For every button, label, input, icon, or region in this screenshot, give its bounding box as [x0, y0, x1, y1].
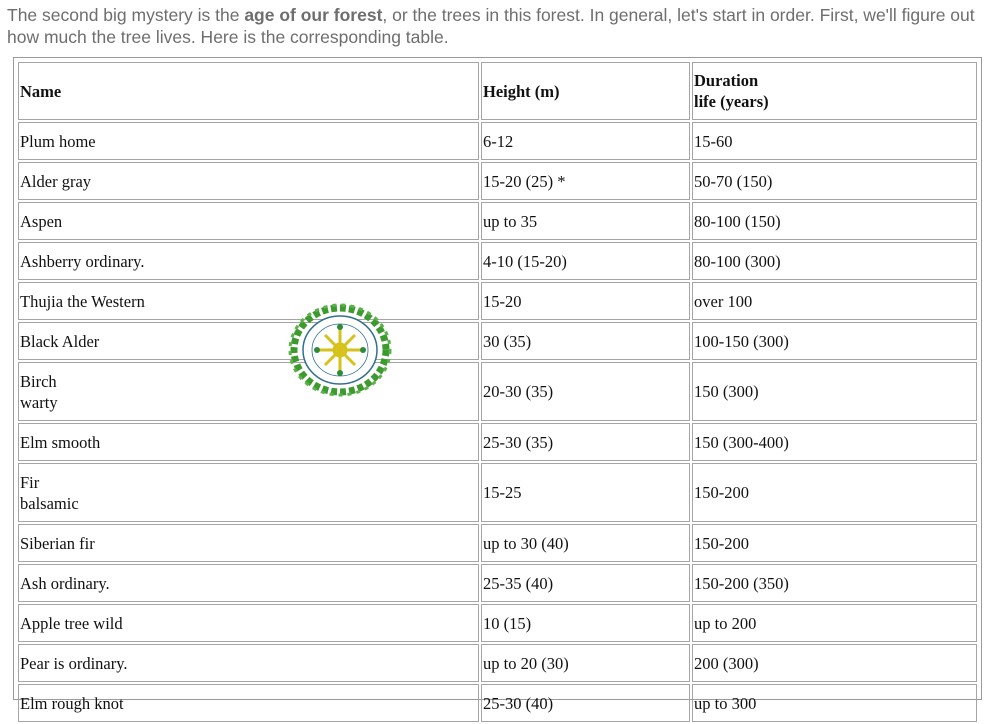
cell-name	[18, 202, 479, 240]
table-row	[18, 564, 977, 602]
cell-life: 150 (300-400)	[692, 423, 977, 461]
cell-life: 150-200	[692, 463, 977, 522]
table-row	[18, 362, 977, 421]
cell-life: 150 (300)	[692, 362, 977, 421]
cell-life: 100-150 (300)	[692, 322, 977, 360]
cell-name-line1: Pear is ordinary.	[20, 653, 128, 673]
cell-name-line2: warty	[20, 392, 58, 412]
cell-height: 25-30 (40)	[481, 684, 690, 722]
cell-name	[18, 604, 479, 642]
cell-height: 20-30 (35)	[481, 362, 690, 421]
intro-text-before: The second big mystery is the	[7, 5, 245, 25]
cell-height: 4-10 (15-20)	[481, 242, 690, 280]
tree-seal-icon	[287, 302, 393, 398]
table-row	[18, 644, 977, 682]
header-duration-line1: Duration	[694, 71, 759, 90]
cell-height: 6-12	[481, 122, 690, 160]
cell-life: up to 200	[692, 604, 977, 642]
cell-life: over 100	[692, 282, 977, 320]
cell-name	[18, 644, 479, 682]
cell-name	[18, 122, 479, 160]
table-row	[18, 202, 977, 240]
cell-name	[18, 684, 479, 722]
cell-life: 80-100 (300)	[692, 242, 977, 280]
cell-name-line1: Black Alder	[20, 331, 100, 351]
cell-name-line1: Plum home	[20, 131, 96, 151]
cell-name	[18, 524, 479, 562]
cell-name	[18, 423, 479, 461]
cell-life: up to 300	[692, 684, 977, 722]
cell-height: up to 30 (40)	[481, 524, 690, 562]
cell-height: 15-20	[481, 282, 690, 320]
cell-name-line1: Thujia the Western	[20, 291, 145, 311]
cell-name-line1: Alder gray	[20, 171, 92, 191]
tree-lifespan-table-frame	[13, 57, 982, 713]
cell-name-line1: Elm rough knot	[20, 693, 124, 713]
table-row	[18, 423, 977, 461]
table-header-row	[18, 62, 977, 120]
table-row	[18, 604, 977, 642]
cell-height: 15-25	[481, 463, 690, 522]
cell-name	[18, 564, 479, 602]
table-row	[18, 524, 977, 562]
table-row	[18, 242, 977, 280]
table-row	[18, 322, 977, 360]
tree-lifespan-table	[16, 60, 979, 724]
cell-life: 200 (300)	[692, 644, 977, 682]
cell-name-line1: Apple tree wild	[20, 613, 123, 633]
cell-height: 30 (35)	[481, 322, 690, 360]
header-name: Name	[18, 62, 479, 120]
cell-life: 150-200 (350)	[692, 564, 977, 602]
table-row	[18, 282, 977, 320]
header-duration	[692, 62, 977, 120]
cell-height: 25-35 (40)	[481, 564, 690, 602]
cell-name-line1: Fir	[20, 472, 40, 492]
cell-life: 150-200	[692, 524, 977, 562]
table-row	[18, 463, 977, 522]
cell-height: 25-30 (35)	[481, 423, 690, 461]
cell-name-line1: Siberian fir	[20, 533, 95, 553]
cell-life: 80-100 (150)	[692, 202, 977, 240]
header-duration-line2: life (years)	[694, 92, 769, 111]
cell-height: up to 20 (30)	[481, 644, 690, 682]
cell-name	[18, 322, 479, 360]
cell-name	[18, 242, 479, 280]
table-row	[18, 162, 977, 200]
cell-name-line1: Ash ordinary.	[20, 573, 110, 593]
cell-life: 50-70 (150)	[692, 162, 977, 200]
cell-name-line1: Ashberry ordinary.	[20, 251, 145, 271]
header-height: Height (m)	[481, 62, 690, 120]
cell-height: 10 (15)	[481, 604, 690, 642]
cell-name	[18, 463, 479, 522]
table-row	[18, 684, 977, 722]
cell-name-line2: balsamic	[20, 493, 79, 513]
cell-life: 15-60	[692, 122, 977, 160]
intro-text-bold: age of our forest	[244, 5, 383, 25]
intro-paragraph	[7, 4, 989, 48]
table-row	[18, 122, 977, 160]
cell-name-line1: Birch	[20, 371, 57, 391]
cell-name	[18, 362, 479, 421]
cell-name-line1: Elm smooth	[20, 432, 101, 452]
intro-text-after: , or the trees in this forest. In general, let's start in order. First, we'll figure out how much the tree lives. Here is the corresponding table.	[7, 5, 975, 47]
cell-name-line1: Aspen	[20, 211, 63, 231]
cell-height: 15-20 (25) *	[481, 162, 690, 200]
cell-name	[18, 282, 479, 320]
cell-height: up to 35	[481, 202, 690, 240]
cell-name	[18, 162, 479, 200]
